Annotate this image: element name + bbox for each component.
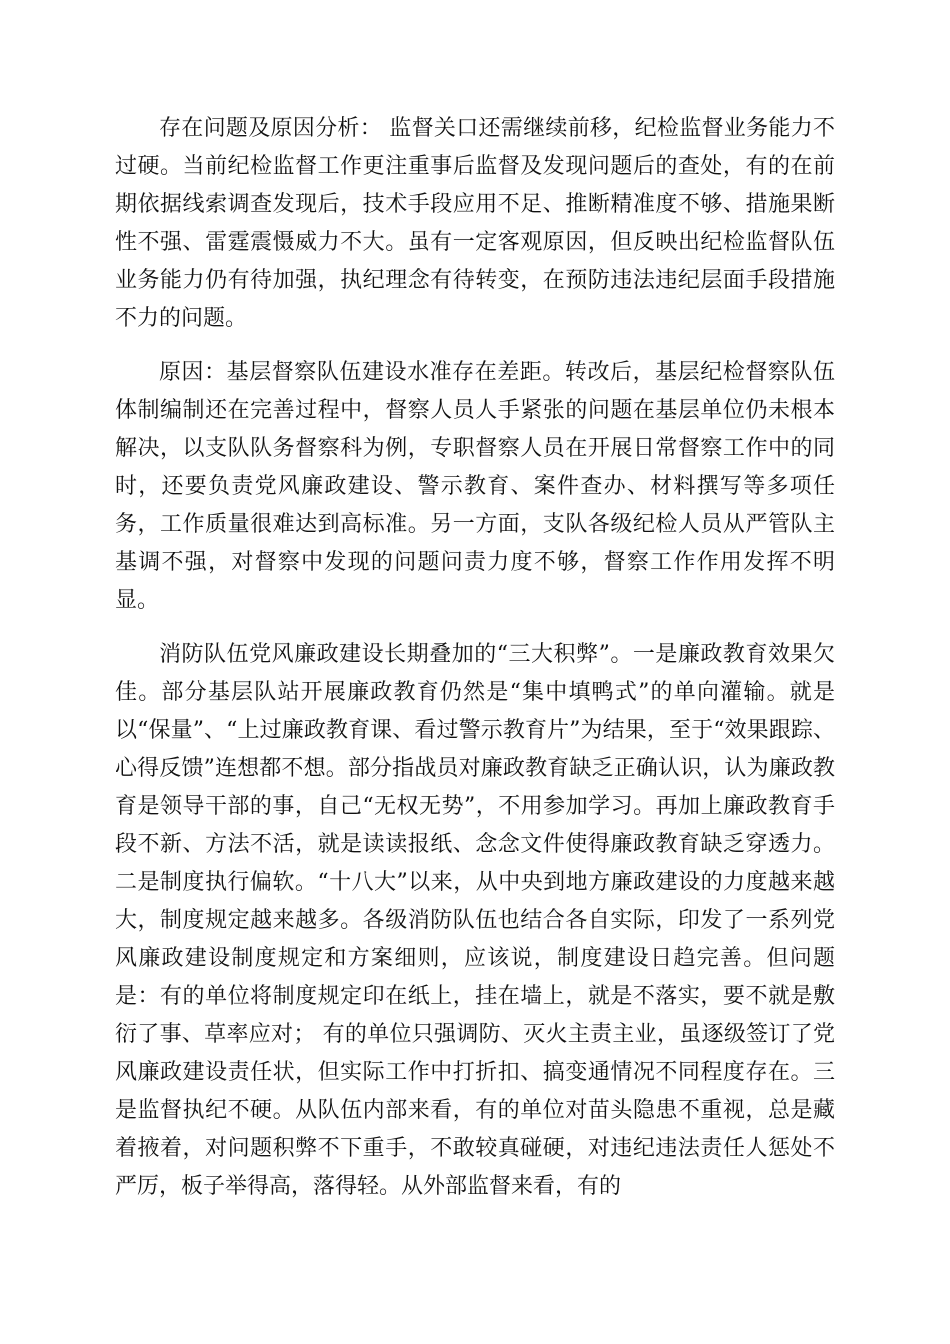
paragraph-problems-analysis: 存在问题及原因分析： 监督关口还需继续前移，纪检监督业务能力不过硬。当前纪检监督工作更注重事后监督及发现问题后的查处，有的在前期依据线索调查发现后，技术手段应用不足、推断精准度不够、措施果断性不强、雷霆震慑威力不大。虽有一定客观原因，但反映出纪检监督队伍业务能力仍有待加强，执纪理念有待转变，在预防违法违纪层面手段措施不力的问题。: [115, 116, 835, 331]
paragraph-causes: 原因：基层督察队伍建设水准存在差距。转改后，基层纪检督察队伍体制编制还在完善过程中，督察人员人手紧张的问题在基层单位仍未根本解决，以支队队务督察科为例，专职督察人员在开展日常督察工作中的同时，还要负责党风廉政建设、警示教育、案件查办、材料撰写等多项任务，工作质量很难达到高标准。另一方面，支队各级纪检人员从严管队主基调不强，对督察中发现的问题问责力度不够，督察工作作用发挥不明显。: [115, 360, 835, 613]
document-body: [115, 110, 835, 1206]
paragraph-three-drawbacks: 消防队伍党风廉政建设长期叠加的“三大积弊”。一是廉政教育效果欠佳。部分基层队站开展廉政教育仍然是“集中填鸭式”的单向灌输。就是以“保量”、“上过廉政教育课、看过警示教育片”为结果，至于“效果跟踪、心得反馈”连想都不想。部分指战员对廉政教育缺乏正确认识，认为廉政教育是领导干部的事，自己“无权无势”，不用参加学习。再加上廉政教育手段不新、方法不活，就是读读报纸、念念文件使得廉政教育缺乏穿透力。二是制度执行偏软。“十八大”以来，从中央到地方廉政建设的力度越来越大，制度规定越来越多。各级消防队伍也结合各自实际，印发了一系列党风廉政建设制度规定和方案细则，应该说，制度建设日趋完善。但问题是：有的单位将制度规定印在纸上，挂在墙上，就是不落实，要不就是敷衍了事、草率应对； 有的单位只强调防、灭火主责主业，虽逐级签订了党风廉政建设责任状，但实际工作中打折扣、搞变通情况不同程度存在。三是监督执纪不硬。从队伍内部来看，有的单位对苗头隐患不重视，总是藏着掖着，对问题积弊不下重手，不敢较真碰硬，对违纪违法责任人惩处不严厉，板子举得高，落得轻。从外部监督来看，有的: [115, 642, 835, 1199]
